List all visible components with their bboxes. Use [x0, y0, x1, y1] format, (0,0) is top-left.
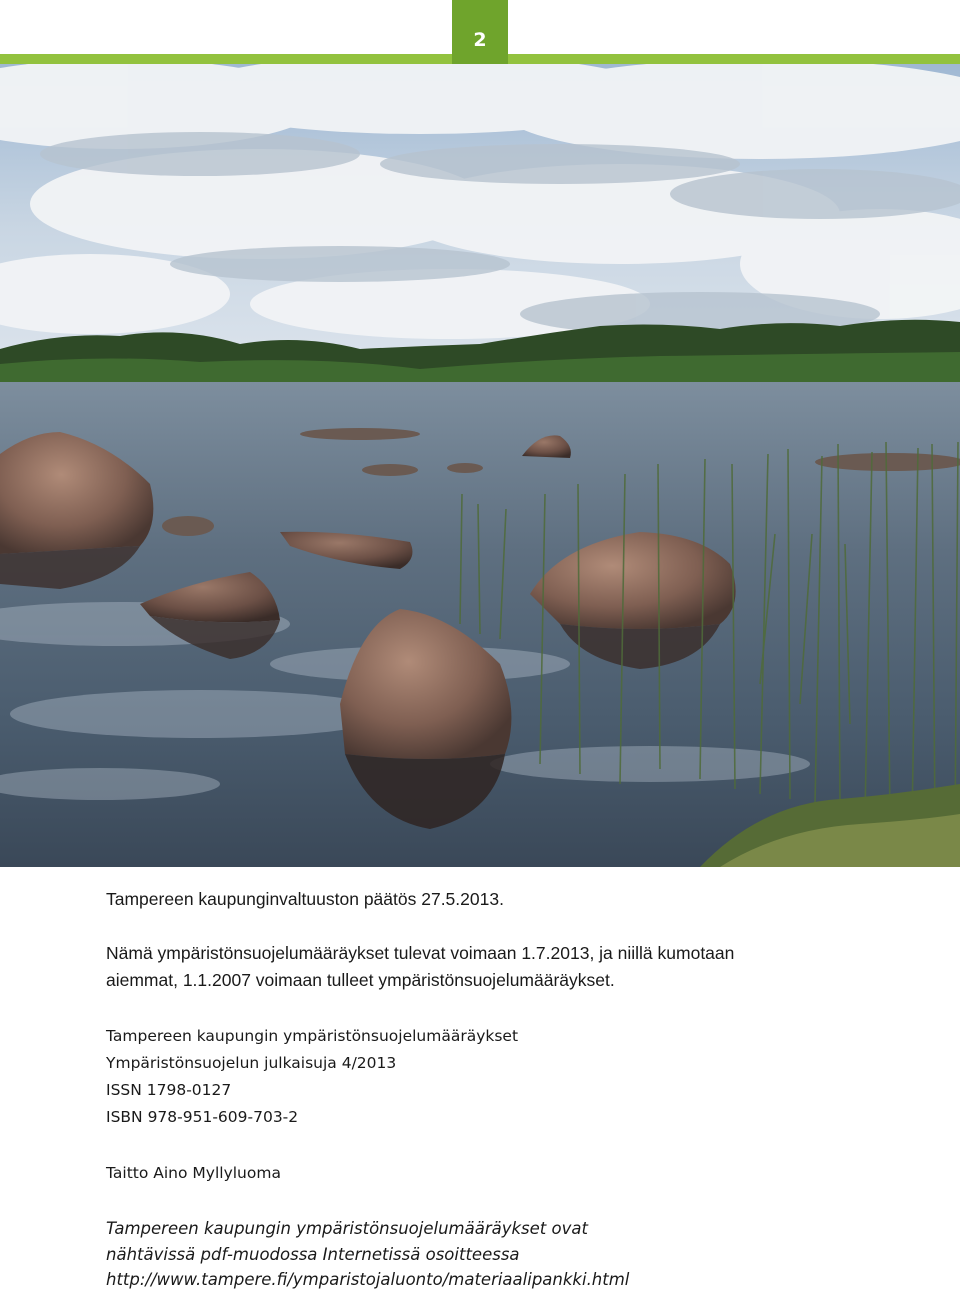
validity-line-1: Nämä ympäristönsuojelumääräykset tulevat voimaan 1.7.2013, ja niillä kumotaan	[106, 943, 735, 963]
availability-line-1: Tampereen kaupungin ympäristönsuojelumääräykset ovat	[106, 1219, 588, 1238]
page-number: 2	[452, 0, 508, 64]
validity-line-2: aiemmat, 1.1.2007 voimaan tulleet ympäristönsuojelumääräykset.	[106, 970, 615, 990]
colophon-isbn: ISBN 978-951-609-703-2	[106, 1108, 299, 1126]
colophon-issn: ISSN 1798-0127	[106, 1081, 232, 1099]
decision-text: Tampereen kaupunginvaltuuston päätös 27.5.2013.	[106, 889, 504, 909]
availability-url[interactable]: http://www.tampere.fi/ymparistojaluonto/materiaalipankki.html	[106, 1270, 630, 1289]
colophon-title: Tampereen kaupungin ympäristönsuojelumääräykset	[106, 1027, 519, 1045]
availability-line-2: nähtävissä pdf-muodossa Internetissä osoitteessa	[106, 1244, 520, 1264]
colophon-layout: Taitto Aino Myllyluoma	[106, 1164, 281, 1182]
colophon-series: Ympäristönsuojelun julkaisuja 4/2013	[106, 1054, 397, 1072]
lake-landscape-photo	[0, 64, 960, 867]
